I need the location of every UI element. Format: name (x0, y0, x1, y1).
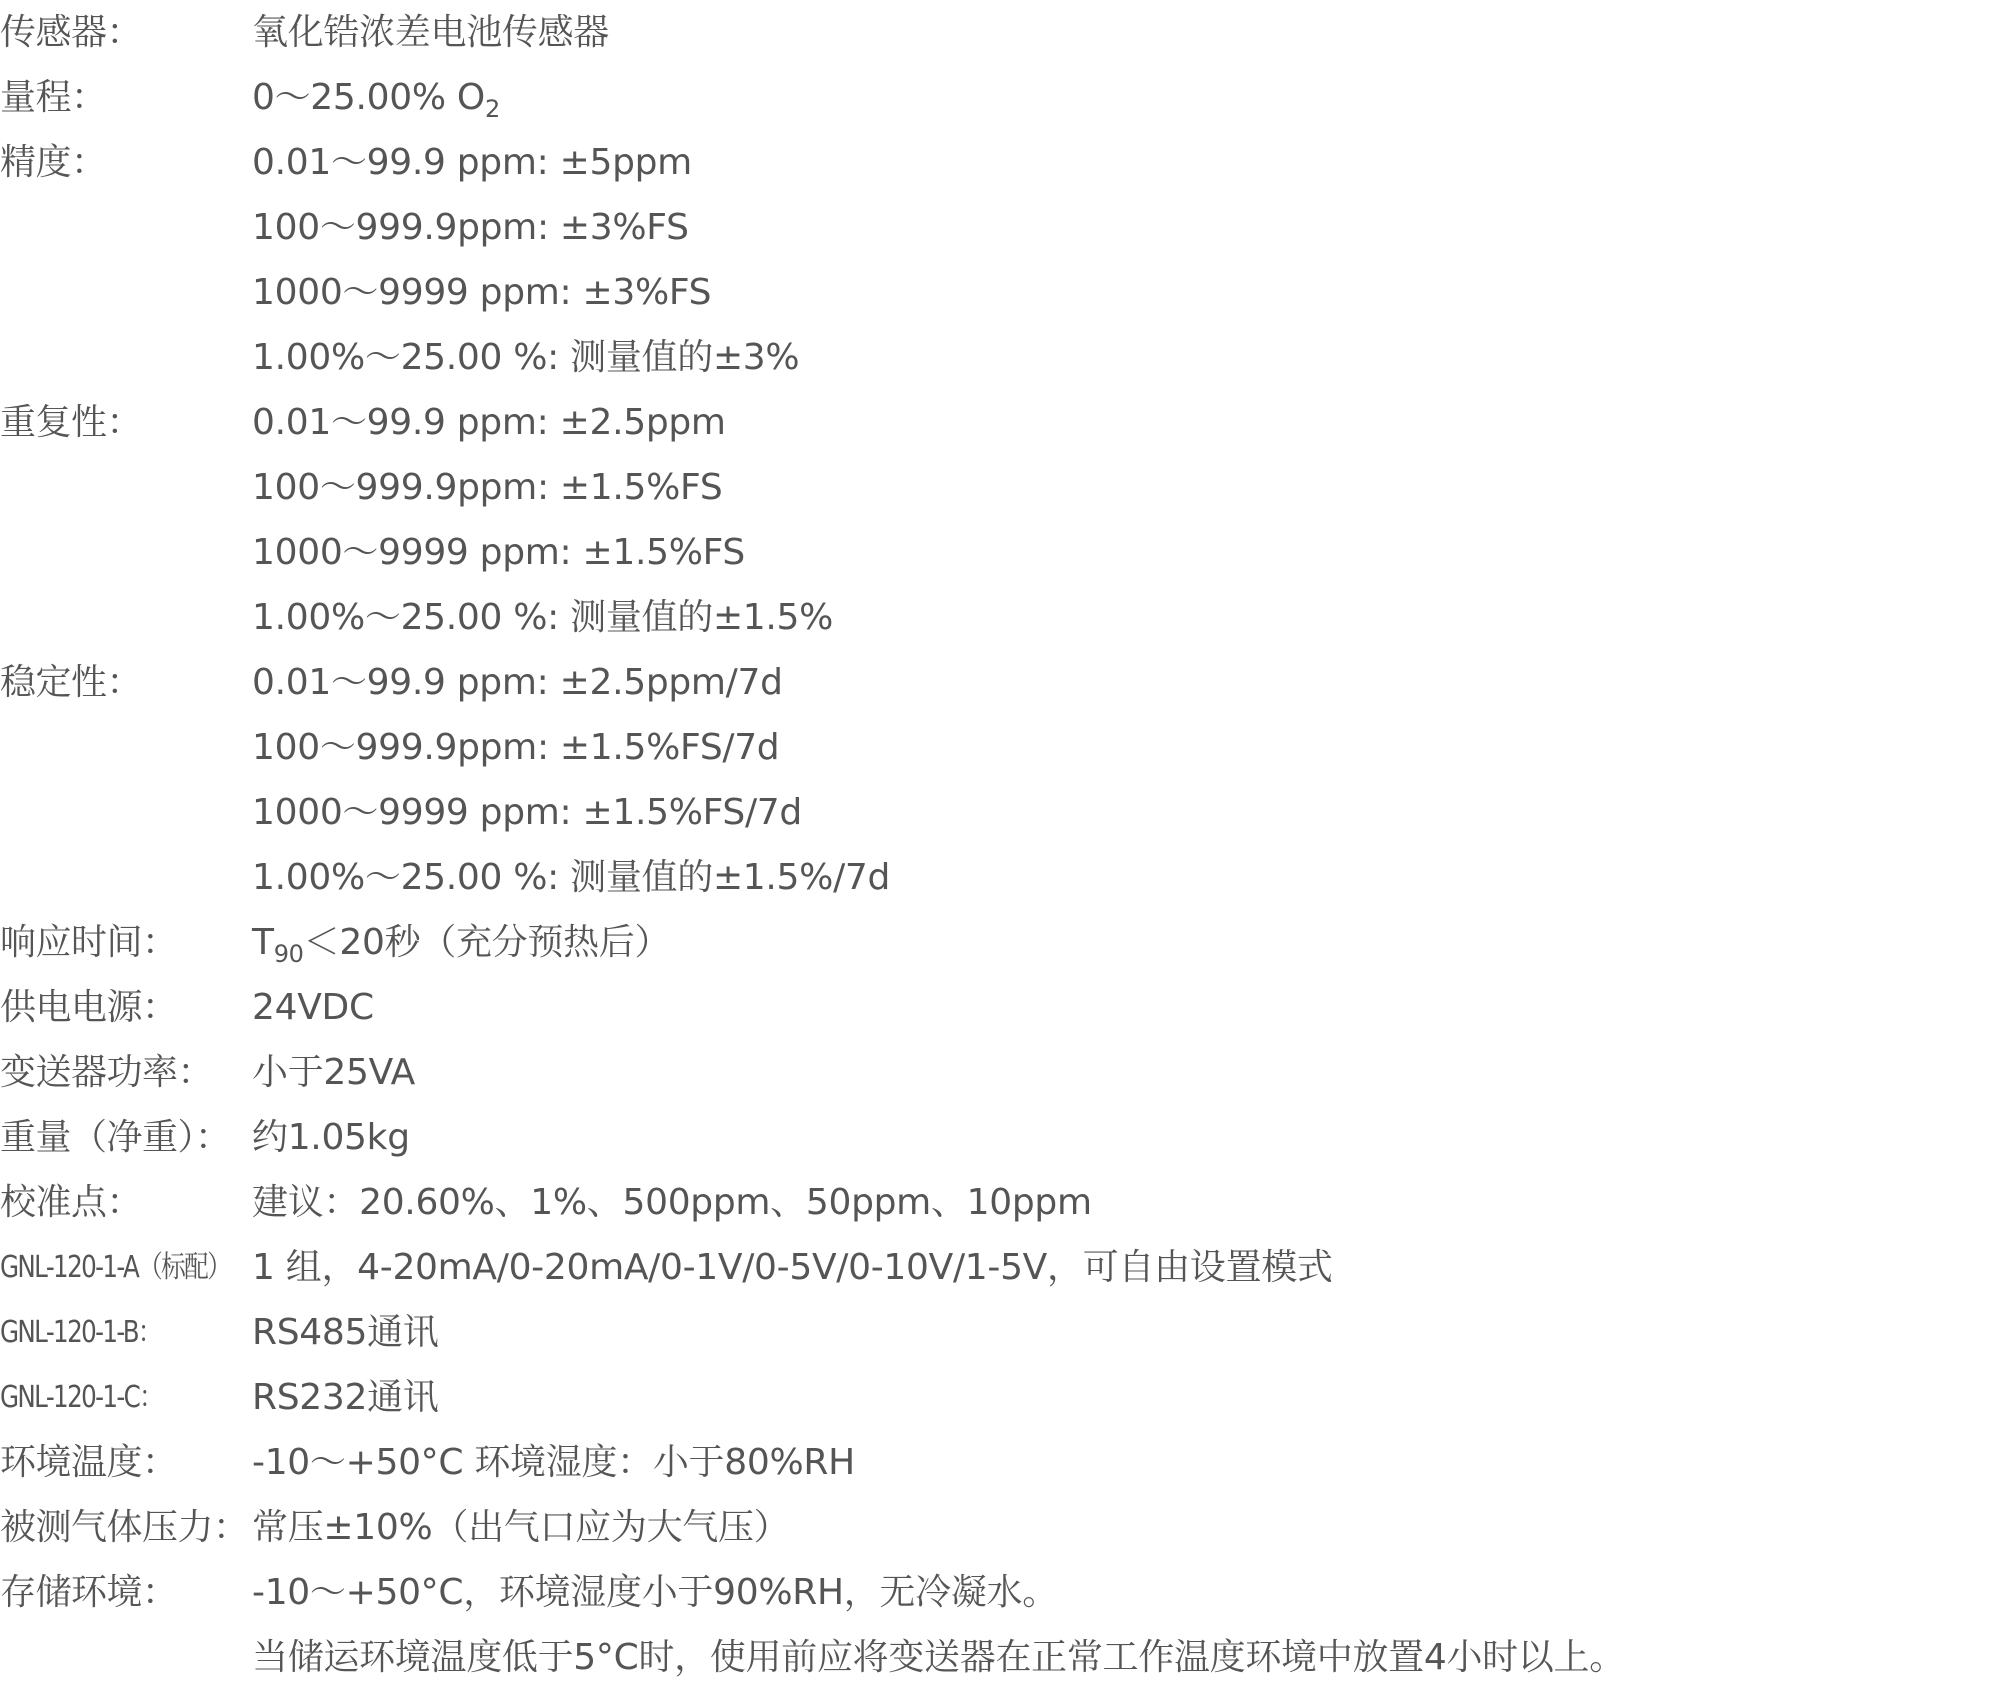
spec-row-accuracy (0, 325, 1992, 390)
spec-label: 变送器功率： (0, 1052, 214, 1093)
subscript: 90 (273, 940, 304, 968)
spec-row-power-supply (0, 975, 1992, 1040)
spec-value: 约1.05kg (252, 1117, 410, 1158)
spec-value: $T_{90}<20$秒（充分预热后） (252, 922, 671, 968)
spec-label: 重复性： (0, 402, 143, 443)
spec-label: GNL-120-1-C： (0, 1380, 163, 1415)
spec-value: 100～999.9ppm: ±1.5%FS (252, 467, 723, 508)
spec-value: 常压±10%（出气口应为大气压） (252, 1507, 790, 1548)
spec-value: 0～25.00% $O_2$ (252, 77, 500, 123)
spec-value: 1000～9999 ppm: ±3%FS (252, 272, 712, 313)
spec-label: GNL-120-1-B： (0, 1315, 161, 1350)
spec-row-weight (0, 1105, 1992, 1170)
spec-row-repeatability (0, 585, 1992, 650)
spec-value: -10～+50°C，环境湿度小于90%RH，无冷凝水。 (252, 1572, 1058, 1613)
spec-row-response-time (0, 910, 1992, 975)
spec-label: 稳定性： (0, 662, 143, 703)
spec-value: 1.00%～25.00 %: 测量值的±3% (252, 337, 800, 378)
spec-row-repeatability (0, 520, 1992, 585)
subscript: 2 (484, 95, 500, 123)
spec-value: 0.01～99.9 ppm: ±5ppm (252, 142, 692, 183)
spec-value: 0.01～99.9 ppm: ±2.5ppm/7d (252, 662, 783, 703)
spec-row-environment-temp (0, 1430, 1992, 1495)
spec-label: 校准点： (0, 1182, 143, 1223)
spec-value: 1.00%～25.00 %: 测量值的±1.5%/7d (252, 857, 891, 898)
spec-row-accuracy (0, 130, 1992, 195)
spec-row-model-c (0, 1365, 1992, 1430)
spec-row-repeatability (0, 390, 1992, 455)
spec-label: GNL-120-1-A（标配） (0, 1250, 231, 1285)
spec-row-sensor (0, 0, 1992, 65)
spec-row-power (0, 1040, 1992, 1105)
spec-value: 0.01～99.9 ppm: ±2.5ppm (252, 402, 726, 443)
spec-value: -10～+50°C 环境湿度：小于80%RH (252, 1442, 855, 1483)
spec-row-gas-pressure (0, 1495, 1992, 1560)
spec-row-model-a (0, 1235, 1992, 1300)
spec-row-repeatability (0, 455, 1992, 520)
spec-row-stability (0, 780, 1992, 845)
spec-row-stability (0, 845, 1992, 910)
spec-label: 响应时间： (0, 922, 178, 963)
spec-label: 重量（净重）： (0, 1117, 231, 1158)
spec-value: 1 组，4-20mA/0-20mA/0-1V/0-5V/0-10V/1-5V，可自由设置模式 (252, 1247, 1333, 1288)
spec-row-stability (0, 650, 1992, 715)
spec-label: 精度： (0, 142, 107, 183)
spec-value: 小于25VA (252, 1052, 415, 1093)
spec-label: 被测气体压力： (0, 1507, 249, 1548)
spec-value: 1000～9999 ppm: ±1.5%FS/7d (252, 792, 802, 833)
spec-value: RS232通讯 (252, 1377, 439, 1418)
spec-label: 量程： (0, 77, 107, 118)
spec-label: 存储环境： (0, 1572, 178, 1613)
spec-row-range (0, 65, 1992, 130)
spec-row-storage (0, 1560, 1992, 1625)
spec-label: 传感器： (0, 12, 143, 53)
spec-label: 供电电源： (0, 987, 178, 1028)
spec-value: 1.00%～25.00 %: 测量值的±1.5% (252, 597, 834, 638)
spec-value: RS485通讯 (252, 1312, 439, 1353)
spec-row-model-b (0, 1300, 1992, 1365)
spec-row-accuracy (0, 260, 1992, 325)
spec-value: 氧化锆浓差电池传感器 (252, 12, 610, 53)
spec-value: 当储运环境温度低于5°C时，使用前应将变送器在正常工作温度环境中放置4小时以上。 (252, 1637, 1625, 1678)
spec-row-storage (0, 1625, 1992, 1690)
spec-row-stability (0, 715, 1992, 780)
spec-row-accuracy (0, 195, 1992, 260)
spec-row-calibration (0, 1170, 1992, 1235)
spec-value: 建议：20.60%、1%、500ppm、50ppm、10ppm (252, 1182, 1092, 1223)
spec-value: 1000～9999 ppm: ±1.5%FS (252, 532, 745, 573)
spec-value: 24VDC (252, 987, 374, 1028)
spec-label: 环境温度： (0, 1442, 178, 1483)
spec-value: 100～999.9ppm: ±3%FS (252, 207, 689, 248)
spec-value: 100～999.9ppm: ±1.5%FS/7d (252, 727, 780, 768)
